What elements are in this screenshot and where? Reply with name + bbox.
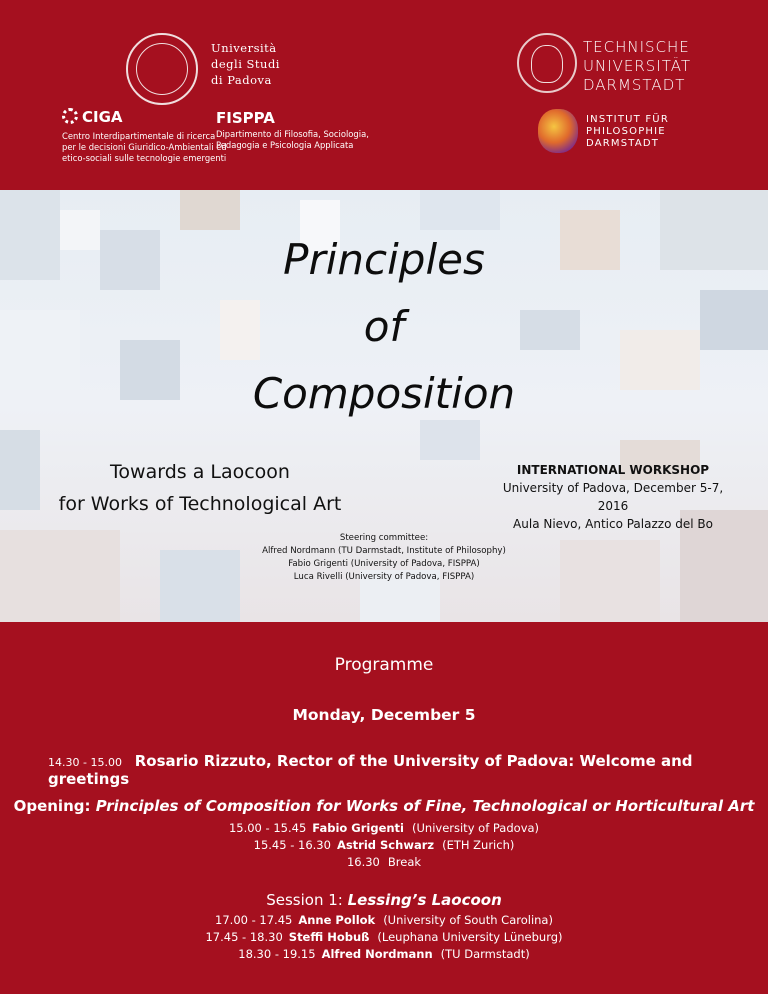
talk-row: 16.30 Break	[346, 855, 422, 869]
fisppa-description: Dipartimento di Filosofia, Sociologia, Pedagogia e Psicologia Applicata	[216, 129, 369, 150]
ifp-name: INSTITUT FÜR PHILOSOPHIE DARMSTADT	[586, 114, 669, 149]
welcome-time: 14.30 - 15.00	[48, 756, 122, 769]
workshop-label: INTERNATIONAL WORKSHOP	[516, 463, 710, 477]
ciga-name: CIGA	[82, 108, 123, 126]
opening-title: Opening: Principles of Composition for Works of Fine, Technological or Horticultural Art	[13, 797, 755, 815]
ifp-logo-icon	[538, 109, 578, 153]
steering-committee	[234, 532, 534, 584]
steering-member: Luca Rivelli (University of Padova, FISPPA)	[293, 572, 475, 582]
steering-member: Alfred Nordmann (TU Darmstadt, Institute of Philosophy)	[262, 546, 506, 556]
talk-row: 17.00 - 17.45 Anne Pollok (University of South Carolina)	[215, 913, 553, 927]
steering-member: Fabio Grigenti (University of Padova, FISPPA)	[288, 559, 480, 569]
tud-seal-icon	[517, 33, 577, 93]
talk-row: 15.00 - 15.45 Fabio Grigenti (University of Padova)	[228, 821, 540, 835]
session1-title: Session 1: Lessing’s Laocoon	[266, 891, 502, 909]
poster-subtitle: Towards a Laocoon for Works of Technological Art	[58, 461, 342, 515]
fisppa-name: FISPPA	[216, 109, 275, 127]
talk-row: 18.30 - 19.15 Alfred Nordmann (TU Darmstadt)	[238, 947, 530, 961]
welcome-entry	[48, 752, 748, 788]
workshop-room-line: Aula Nievo, Antico Palazzo del Bo	[513, 517, 713, 531]
programme-title: Programme	[334, 655, 434, 675]
workshop-venue-line: University of Padova, December 5-7, 2016	[502, 481, 724, 513]
header-band	[0, 0, 768, 190]
welcome-desc: Rosario Rizzuto, Rector of the University of Padova: Welcome and greetings	[48, 752, 693, 788]
unipd-name: Università degli Studi di Padova	[211, 41, 280, 87]
day-title: Monday, December 5	[292, 706, 476, 724]
talk-row: 15.45 - 16.30 Astrid Schwarz (ETH Zurich)	[253, 838, 515, 852]
talk-row: 17.45 - 18.30 Steffi Hobuß (Leuphana University Lüneburg)	[205, 930, 563, 944]
ciga-description: Centro Interdipartimentale di ricerca per le decisioni Giuridico-Ambientali ed etico-sociali sulle tecnologie emergenti	[62, 131, 227, 163]
steering-label: Steering committee:	[339, 533, 429, 543]
poster-title: Principles of Composition	[252, 235, 516, 418]
ciga-logo-icon	[62, 108, 78, 124]
tud-name: TECHNISCHE UNIVERSITÄT DARMSTADT	[583, 38, 691, 94]
workshop-info	[488, 461, 738, 533]
unipd-seal-icon	[126, 33, 198, 105]
